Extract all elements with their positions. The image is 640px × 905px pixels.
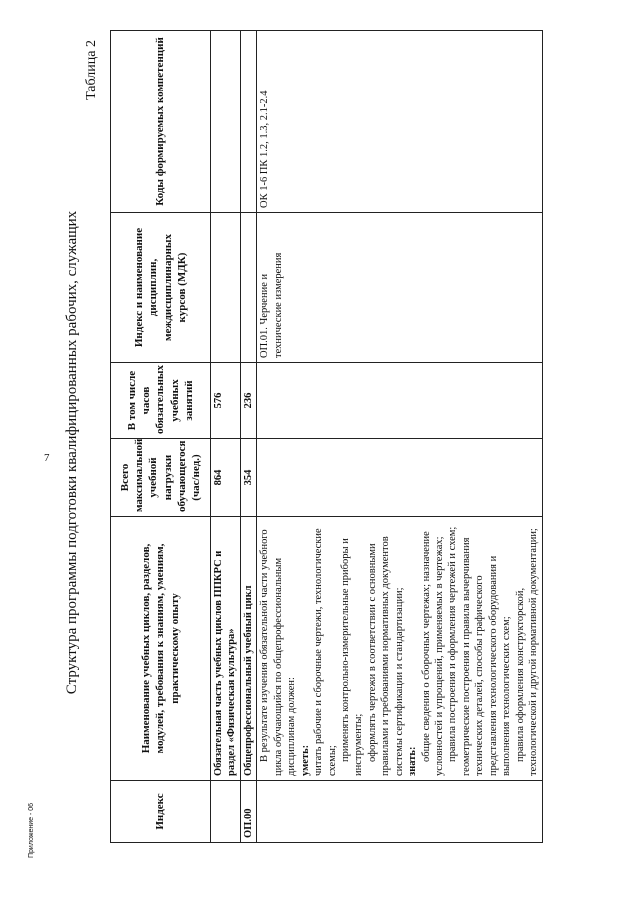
- page-number: 7: [44, 452, 50, 464]
- row3-requirements: [257, 517, 542, 781]
- row3-codes: ОК 1-6 ПК 1.2, 1.3, 2.1-2.4: [257, 31, 542, 213]
- footer-note: Приложение - 06: [28, 802, 35, 858]
- row2-mandatory: 236: [240, 363, 256, 439]
- skill-item: оформлять чертежи в соответствии с основными правилами и требованиями нормативных документов системы сертификации и стандартизации;: [366, 536, 405, 776]
- table-row: [240, 31, 256, 843]
- table-label: Таблица 2: [84, 40, 99, 100]
- knowledge-item: общие сведения о сборочных чертежах; назначение условностей и упрощений, применяемых в чертежах;: [420, 531, 445, 776]
- skill-item: применять контрольно-измерительные приборы и инструменты;: [339, 538, 365, 776]
- table-header-row: [111, 31, 211, 843]
- row1-index: [211, 781, 241, 843]
- znat-heading: знать:: [407, 746, 419, 776]
- row1-total: 864: [211, 439, 241, 517]
- header-index: Индекс: [111, 781, 211, 843]
- table-row: [211, 31, 241, 843]
- row3-discipline: ОП.01. Черчение и технические измерения: [257, 213, 542, 363]
- umet-heading: уметь:: [299, 744, 311, 776]
- header-codes: Коды формируемых компетенций: [111, 31, 211, 213]
- header-discipline: Индекс и наименование дисциплин, междисциплинарных курсов (МДК): [111, 213, 211, 363]
- table-row: [257, 31, 542, 843]
- header-mandatory: В том числе часов обязательных учебных занятий: [111, 363, 211, 439]
- knowledge-item: правила оформления конструкторской, технологической и другой нормативной документации;: [514, 528, 540, 776]
- skill-item: читать рабочие и сборочные чертежи, технологические схемы;: [313, 528, 338, 776]
- row2-index: ОП.00: [240, 781, 256, 843]
- row2-total: 354: [240, 439, 256, 517]
- row1-mandatory: 576: [211, 363, 241, 439]
- intro-text: В результате изучения обязательной части учебного цикла обучающийся по общепрофессиональным дисциплинам должен:: [259, 529, 298, 776]
- header-name: Наименование учебных циклов, разделов, модулей, требования к знаниям, умениям, практическому опыту: [111, 517, 211, 781]
- knowledge-item: правила построения и оформления чертежей и схем; геометрические построения и правила вычерчивания технических деталей, способы графического представления технологического оборудования и выполнения технологических схем;: [447, 526, 513, 776]
- row1-name: Обязательная часть учебных циклов ППКРС и раздел «Физическая культура»: [211, 517, 241, 781]
- row2-name: Общепрофессиональный учебный цикл: [240, 517, 256, 781]
- program-structure-table: [110, 30, 543, 843]
- document-title: Структура программы подготовки квалифицированных рабочих, служащих: [64, 210, 80, 695]
- header-total: Всего максимальной учебной нагрузки обучающегося (час/нед.): [111, 439, 211, 517]
